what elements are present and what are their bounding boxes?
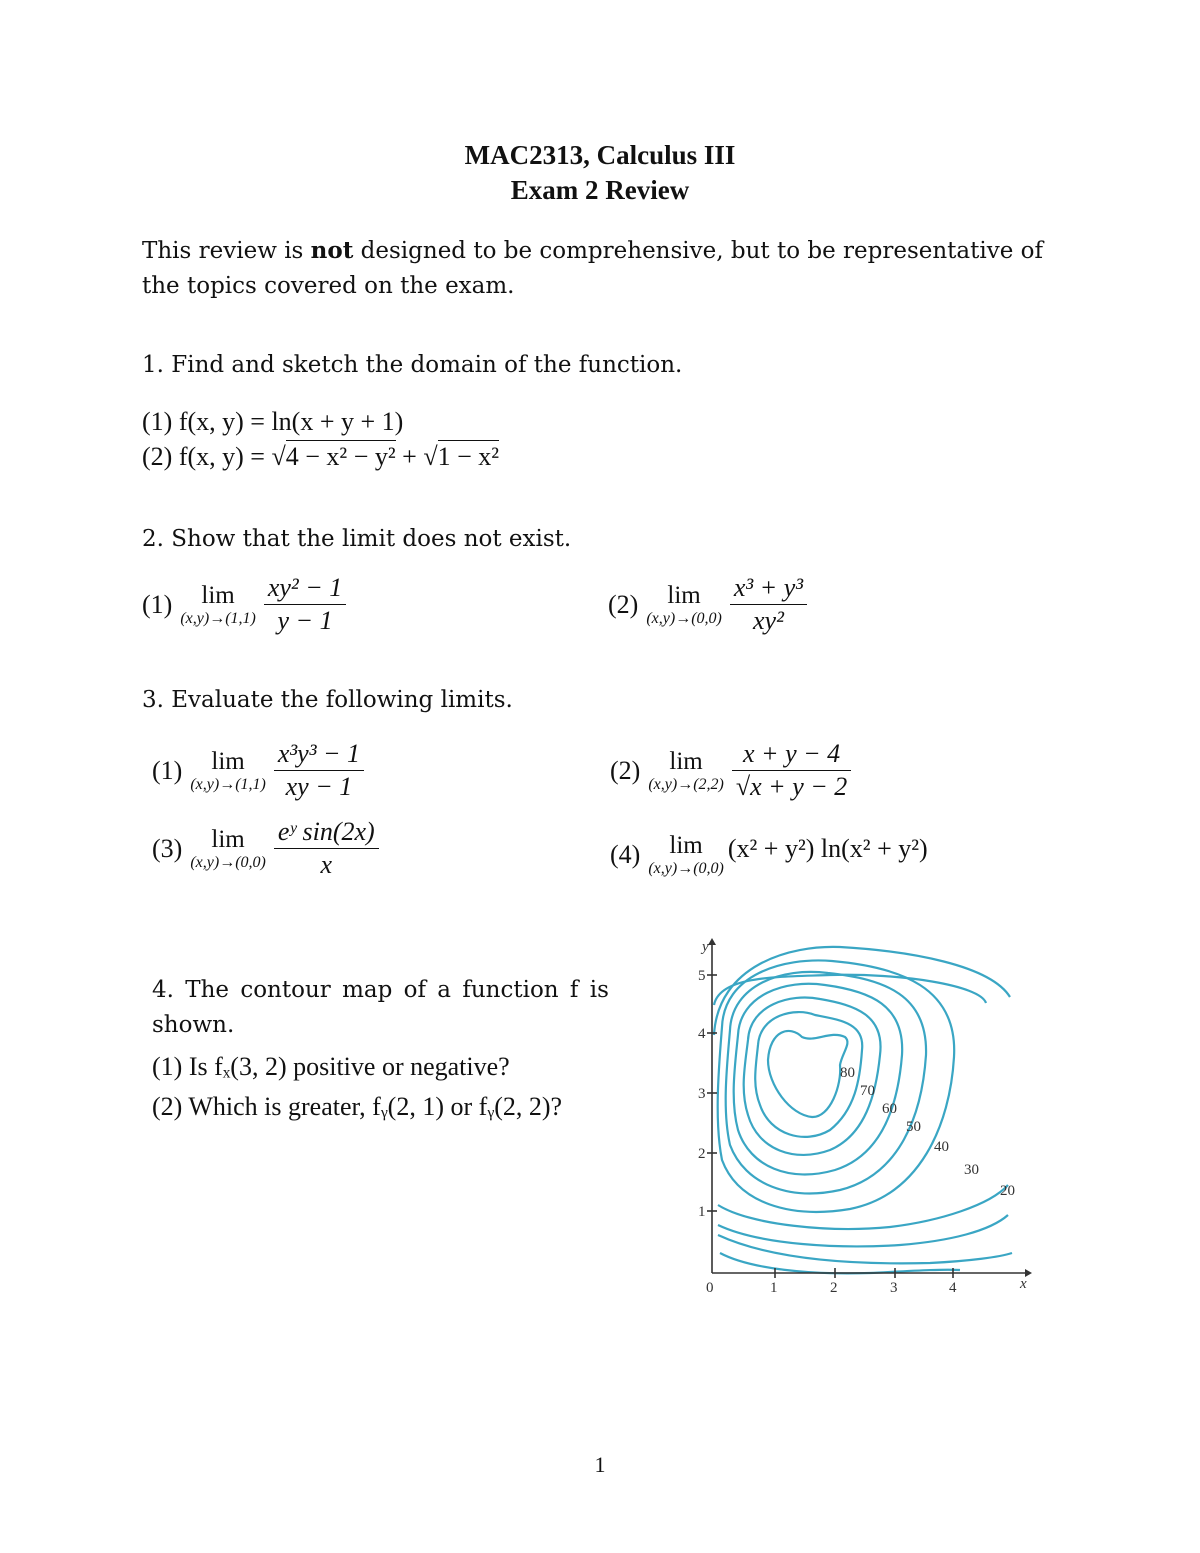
contour-label-70: 70	[860, 1083, 875, 1099]
y-tick-label-4: 4	[698, 1026, 706, 1042]
q4-line-2: shown.	[152, 1012, 235, 1038]
x-axis-label: x	[1020, 1276, 1027, 1292]
intro-paragraph: This review is not designed to be comprehensive, but to be representative of the topics covered on the exam.	[142, 237, 1044, 299]
contour-80	[768, 1031, 847, 1117]
y-tick-label-3: 3	[698, 1086, 706, 1102]
contour-label-30: 30	[964, 1162, 979, 1178]
q2-limit-2: (2) lim (x,y)→(0,0) $\frac{\text{x³ + y³}}{\text{xy²}}$	[608, 572, 807, 637]
y-tick-label-5: 5	[698, 968, 706, 984]
page-title: MAC2313, Calculus III	[464, 140, 736, 170]
contour-label-50: 50	[906, 1119, 921, 1135]
q1-prompt: 1. Find and sketch the domain of the function.	[142, 352, 683, 378]
contour-label-60: 60	[882, 1101, 897, 1117]
q1-radicand-1: 4 − x² − y²	[285, 442, 396, 471]
y-tick-label-1: 1	[698, 1204, 706, 1220]
x-tick-label-1: 1	[770, 1280, 778, 1296]
contour-map	[690, 935, 1040, 1305]
x-tick-label-2: 2	[830, 1280, 838, 1296]
page-number: 1	[594, 1452, 606, 1477]
q3-limit-3: (3) lim (x,y)→(0,0) $\frac{\text{eʸ sin(2x)}}{x}$	[152, 816, 379, 881]
page-subtitle: Exam 2 Review	[510, 175, 690, 205]
contour-label-20: 20	[1000, 1183, 1015, 1199]
q4-part2: (2) Which is greater, fᵧ(2, 1) or fᵧ(2, 2)?	[152, 1092, 563, 1121]
q4-line-1: 4. The contour map of a function f is	[152, 977, 609, 1003]
q4-part1: (1) Is fₓ(3, 2) positive or negative?	[152, 1052, 510, 1081]
q1-part2: (2) f(x, y) = √4 − x² − y² + √1 − x²	[142, 442, 500, 471]
contour-20-c	[718, 1185, 1008, 1229]
y-axis-label: y	[702, 939, 709, 955]
y-tick-label-2: 2	[698, 1146, 706, 1162]
q3-limit-2: (2) lim (x,y)→(2,2) $\frac{x + y - 4}{√x + y - 2}$	[610, 738, 851, 803]
q1-radicand-2: 1 − x²	[437, 442, 500, 471]
q1-part1: (1) f(x, y) = ln(x + y + 1)	[142, 407, 404, 436]
x-tick-label-3: 3	[890, 1280, 898, 1296]
q2-limit-1: (1) lim (x,y)→(1,1) $\frac{\text{xy² − 1}}{y - 1}$	[142, 572, 346, 637]
x-tick-label-0: 0	[706, 1280, 714, 1296]
q3-limit-1: (1) lim (x,y)→(1,1) $\frac{\text{x³y³ − 1}}{xy - 1}$	[152, 738, 364, 803]
q2-prompt: 2. Show that the limit does not exist.	[142, 526, 572, 552]
contour-lines	[714, 947, 1012, 1274]
q3-prompt: 3. Evaluate the following limits.	[142, 687, 513, 713]
contour-30	[718, 960, 955, 1211]
x-tick-label-4: 4	[949, 1280, 957, 1296]
q3-limit-4: (4) lim (x,y)→(0,0) (x² + y²) ln(x² + y²)	[610, 832, 928, 877]
axes	[707, 938, 1032, 1278]
contour-label-40: 40	[934, 1139, 949, 1155]
contour-label-80: 80	[840, 1065, 855, 1081]
contour-20-b	[714, 947, 1010, 1035]
